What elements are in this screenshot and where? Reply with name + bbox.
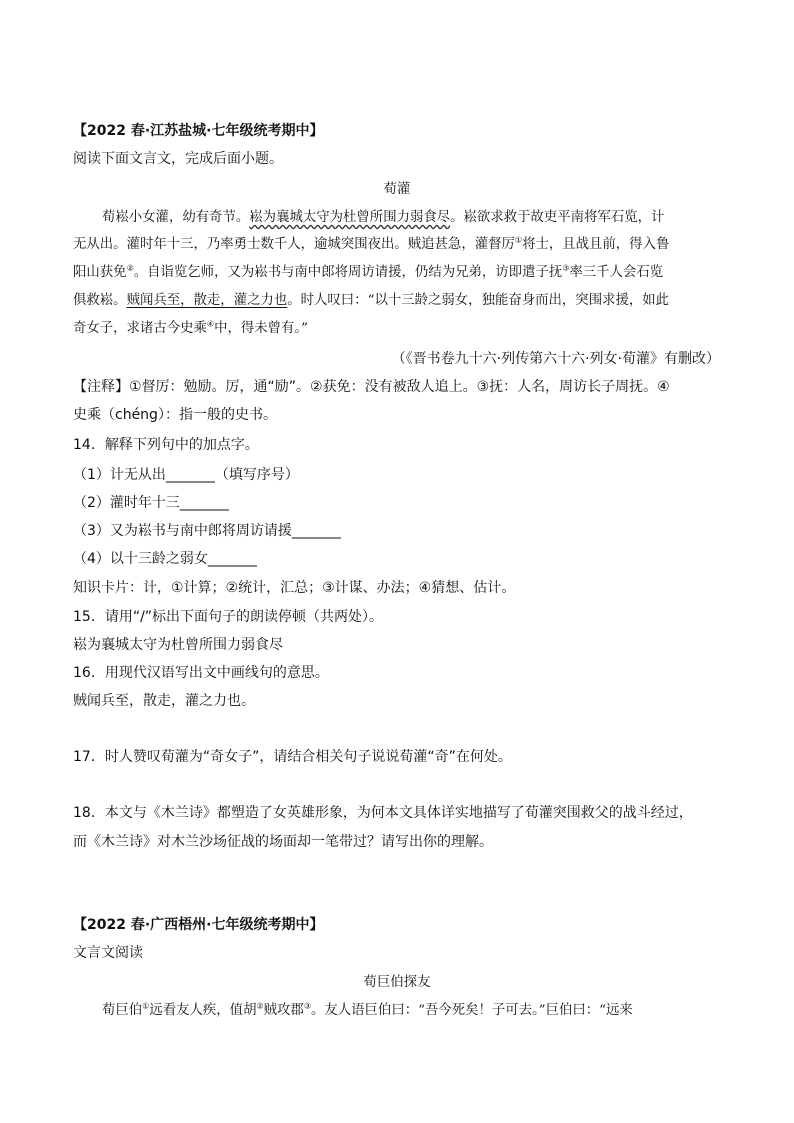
source-citation: （《晋书卷九十六·列传第六十六·列女·荀灌》有删改） — [391, 351, 720, 367]
question-17: 17．时人赞叹荀灌为“奇女子”，请结合相关句子说说荀灌“奇”在何处。 — [73, 749, 512, 765]
footnote-marker: ① — [514, 235, 523, 245]
question-14: 14．解释下列句中的加点字。 — [73, 437, 259, 453]
footnote-marker: ③ — [303, 1001, 311, 1011]
question-18-cont: 而《木兰诗》对木兰沙场征战的场面却一笔带过？请写出你的理解。 — [73, 834, 493, 850]
question-item: （2）灌时年十三_______ — [73, 495, 229, 511]
passage-title: 荀灌 — [383, 182, 411, 197]
passage-line: 奇女子，求诸古今史乘④中，得未曾有。” — [73, 319, 308, 336]
question-sentence: 崧为襄城太守为杜曾所围力弱食尽 — [73, 637, 283, 653]
annotation: 【注释】①督厉：勉励。厉，通“励”。②获免：没有被敌人追上。③抚：人名，周访长子周抚。④ — [73, 379, 670, 395]
passage-title: 荀巨伯探友 — [363, 975, 431, 990]
knowledge-card: 知识卡片：计，①计算；②统计，汇总；③计谋、办法；④猜想、估计。 — [73, 580, 516, 596]
footnote-marker: ③ — [562, 263, 570, 273]
instruction: 文言文阅读 — [73, 945, 143, 961]
question-18: 18．本文与《木兰诗》都塑造了女英雄形象，为何本文具体详实地描写了荀灌突围救父的战斗经过， — [73, 805, 693, 821]
passage-line: 荀崧小女灌，幼有奇节。崧为襄城太守为杜曾所围力弱食尽。崧欲求救于故吏平南将军石览，计 — [102, 210, 665, 225]
passage-line: 阳山获免②。自诣览乞师，又为崧书与南中郎将周访请援，仍结为兄弟，访即遣子抚③率三千人会石览 — [73, 263, 664, 280]
footnote-marker: ② — [256, 1001, 264, 1011]
question-item: （4）以十三龄之弱女_______ — [73, 551, 257, 567]
question-15: 15．请用“/”标出下面句子的朗读停顿（共两处）。 — [73, 609, 384, 625]
passage-line: 无从出。灌时年十三，乃率勇士数千人，逾城突围夜出。贼追甚急，灌督厉①将士，且战且前，得入鲁 — [73, 235, 670, 252]
footnote-marker: ① — [142, 1001, 150, 1011]
section-header: 【2022 春·广西梧州·七年级统考期中】 — [73, 917, 324, 933]
annotation: 史乘（chéng）：指一般的史书。 — [73, 407, 277, 423]
instruction: 阅读下面文言文，完成后面小题。 — [73, 151, 283, 167]
footnote-marker: ② — [126, 263, 134, 273]
question-sentence: 贼闻兵至，散走，灌之力也。 — [73, 693, 255, 709]
section-header: 【2022 春·江苏盐城·七年级统考期中】 — [73, 123, 324, 139]
question-item: （1）计无从出_______（填写序号） — [73, 467, 299, 483]
question-16: 16．用现代汉语写出文中画线句的意思。 — [73, 665, 329, 681]
question-item: （3）又为崧书与南中郎将周访请援_______ — [73, 523, 341, 539]
wavy-underlined-sentence: 崧为襄城太守为杜曾所围力弱食尽 — [249, 210, 451, 225]
passage-line: 俱救崧。贼闻兵至，散走，灌之力也。时人叹曰：“以十三龄之弱女，独能奋身而出，突围求援，如此 — [73, 293, 670, 308]
underlined-sentence: 贼闻兵至，散走，灌之力也 — [126, 293, 288, 308]
passage-line: 荀巨伯①远看友人疾，值胡②贼攻郡③。友人语巨伯曰：“吾今死矣！子可去。”巨伯曰：“远来 — [102, 1001, 633, 1018]
footnote-marker: ④ — [206, 319, 215, 329]
